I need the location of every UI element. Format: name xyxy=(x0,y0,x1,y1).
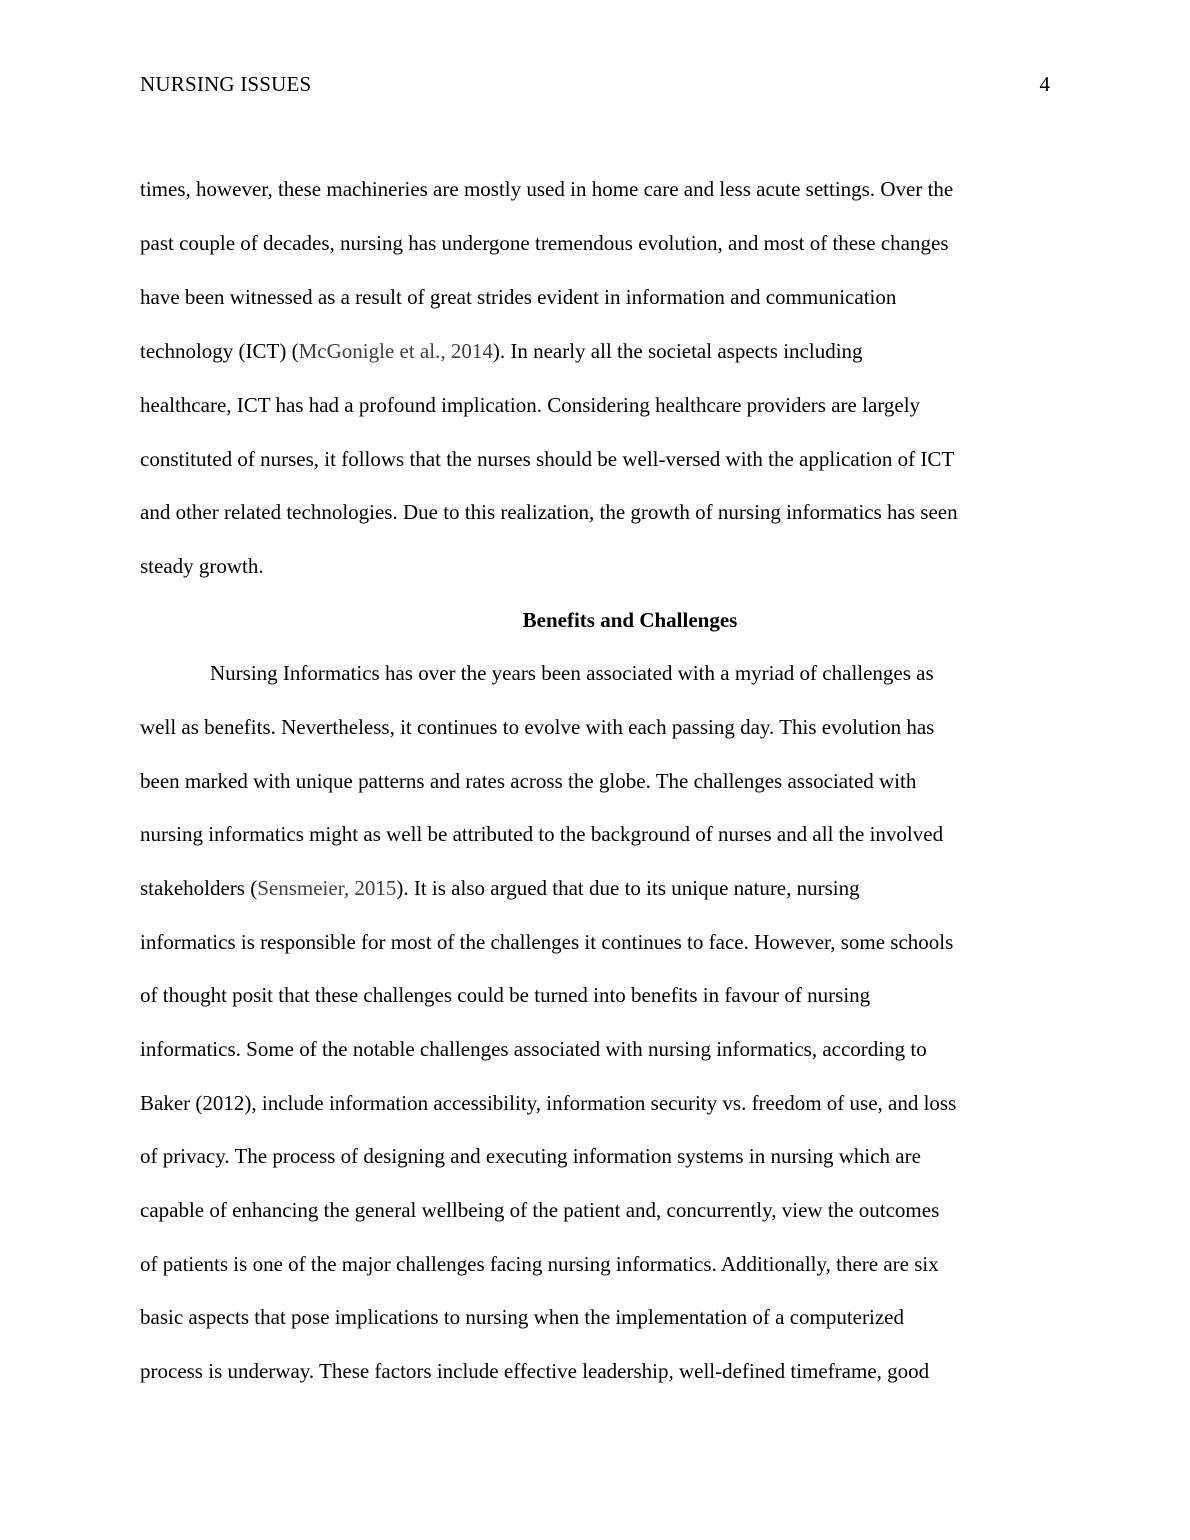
paragraph-1-line-2: past couple of decades, nursing has undergone tremendous evolution, and most of these changes xyxy=(140,231,949,255)
paragraph-2-line-2: well as benefits. Nevertheless, it continues to evolve with each passing day. This evolution has xyxy=(140,715,935,739)
paragraph-1-line-5: healthcare, ICT has had a profound implication. Considering healthcare providers are largely xyxy=(140,393,921,417)
citation-mcgonigle: McGonigle et al., 2014 xyxy=(298,339,493,363)
paragraph-2-line-8: informatics. Some of the notable challenges associated with nursing informatics, according to xyxy=(140,1037,927,1061)
paragraph-1-line-8: steady growth. xyxy=(140,554,264,578)
line-text: ). In nearly all the societal aspects including xyxy=(492,339,863,363)
paragraph-1-line-6: constituted of nurses, it follows that the nurses should be well-versed with the application of ICT xyxy=(140,447,955,471)
paragraph-2-line-12: of patients is one of the major challenges facing nursing informatics. Additionally, there are six xyxy=(140,1252,939,1276)
section-heading: Benefits and Challenges xyxy=(522,608,738,632)
paragraph-2-line-5 xyxy=(140,874,1060,902)
paragraph-2-line-7: of thought posit that these challenges could be turned into benefits in favour of nursing xyxy=(140,983,871,1007)
paragraph-2-line-10: of privacy. The process of designing and executing information systems in nursing which are xyxy=(140,1144,921,1168)
paragraph-1-line-3: have been witnessed as a result of great strides evident in information and communication xyxy=(140,285,897,309)
running-head-title: NURSING ISSUES xyxy=(140,72,312,96)
line-text: technology (ICT) ( xyxy=(140,339,299,363)
paragraph-2-line-1: Nursing Informatics has over the years been associated with a myriad of challenges as xyxy=(210,661,934,685)
paragraph-2-line-14: process is underway. These factors include effective leadership, well-defined timeframe, good xyxy=(140,1359,930,1383)
paragraph-2-line-6: informatics is responsible for most of the challenges it continues to face. However, some schools xyxy=(140,930,954,954)
citation-sensmeier: Sensmeier, 2015 xyxy=(257,876,397,900)
paragraph-2-line-9: Baker (2012), include information accessibility, information security vs. freedom of use, and loss xyxy=(140,1091,957,1115)
paragraph-2-line-4: nursing informatics might as well be attributed to the background of nurses and all the involved xyxy=(140,822,944,846)
paragraph-1-line-4 xyxy=(140,337,1060,365)
running-head xyxy=(140,70,1050,98)
paragraph-1-line-7: and other related technologies. Due to this realization, the growth of nursing informatics has seen xyxy=(140,500,958,524)
page-number: 4 xyxy=(1039,72,1050,96)
paragraph-2-line-11: capable of enhancing the general wellbeing of the patient and, concurrently, view the outcomes xyxy=(140,1198,940,1222)
line-text: ). It is also argued that due to its unique nature, nursing xyxy=(396,876,860,900)
paragraph-2-line-3: been marked with unique patterns and rates across the globe. The challenges associated with xyxy=(140,769,917,793)
line-text: stakeholders ( xyxy=(140,876,258,900)
paragraph-2-line-13: basic aspects that pose implications to nursing when the implementation of a computerized xyxy=(140,1305,904,1329)
paragraph-1-line-1: times, however, these machineries are mostly used in home care and less acute settings. Over the xyxy=(140,177,954,201)
